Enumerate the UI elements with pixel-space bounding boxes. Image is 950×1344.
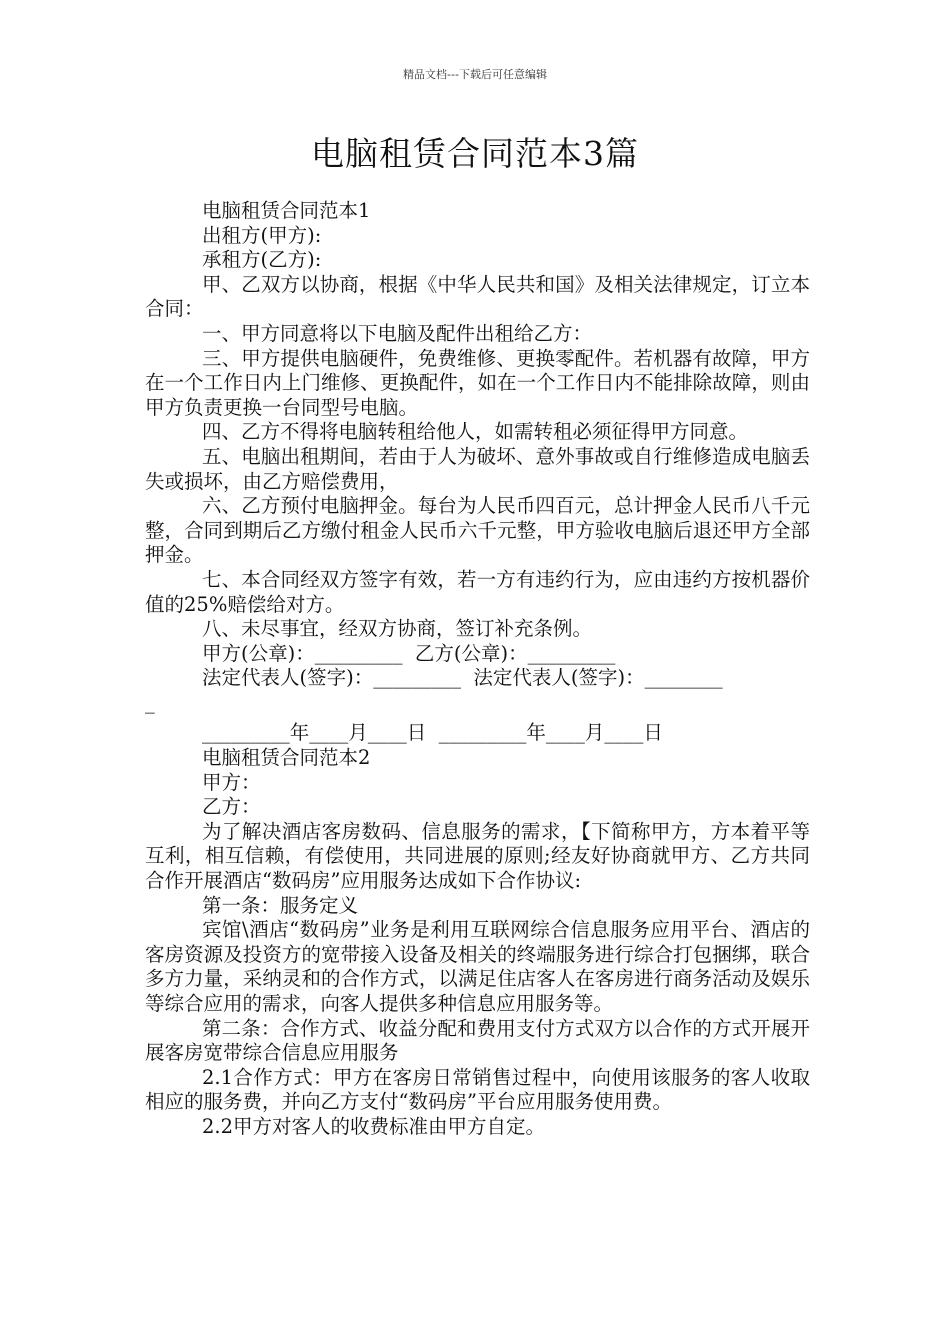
article1-title: 第一条：服务定义: [202, 893, 359, 917]
article1-body: 宾馆\酒店“数码房”业务是利用互联网综合信息服务应用平台、酒店的客房资源及投资方的宽带接入设备及相关的终端服务进行综合打包捆绑，联合多方力量，采纳灵和的合作方式，以满足住店客人在客房进行商务活动及娱乐等综合应用的需求，向客人提供多种信息应用服务等。: [145, 918, 810, 1015]
date-line: _________年____月____日 _________年____月____日: [202, 721, 663, 745]
clause-4: 四、乙方不得将电脑转租给他人，如需转租必须征得甲方同意。: [202, 420, 749, 444]
article2: 第二条：合作方式、收益分配和费用支付方式双方以合作的方式开展开展客房宽带综合信息应用服务: [145, 1016, 810, 1065]
representative-line: 法定代表人(签字)：_________ 法定代表人(签字)：________: [202, 666, 723, 690]
dash-line: _: [145, 690, 155, 714]
clause-5: 五、电脑出租期间，若由于人为破坏、意外事故或自行维修造成电脑丢失或损坏，由乙方赔偿费用，: [145, 444, 810, 493]
clause-7: 七、本合同经双方签字有效，若一方有违约行为，应由违约方按机器价值的25%赔偿给对方。: [145, 567, 810, 616]
clause-3: 三、甲方提供电脑硬件，免费维修、更换零配件。若机器有故障，甲方在一个工作日内上门维修、更换配件，如在一个工作日内不能排除故障，则由甲方负责更换一台同型号电脑。: [145, 346, 810, 419]
section2-title: 电脑租赁合同范本2: [202, 746, 371, 770]
lessee-line: 承租方(乙方):: [202, 248, 322, 272]
page-header: 精品文档---下载后可任意编辑: [403, 68, 547, 81]
contract-intro: 甲、乙双方以协商，根据《中华人民共和国》及相关法律规定，订立本合同：: [145, 272, 810, 321]
article2-2: 2.2甲方对客人的收费标准由甲方自定。: [202, 1114, 546, 1138]
section1-title: 电脑租赁合同范本1: [202, 199, 371, 222]
clause-6: 六、乙方预付电脑押金。每台为人民币四百元，总计押金人民币八千元整，合同到期后乙方缴付租金人民币六千元整，甲方验收电脑后退还甲方全部押金。: [145, 494, 810, 567]
clause-1: 一、甲方同意将以下电脑及配件出租给乙方：: [202, 321, 593, 345]
party-a-line: 甲方：: [202, 770, 261, 794]
seal-line: 甲方(公章)：_________ 乙方(公章)：_________: [202, 641, 616, 665]
section2-intro: 为了解决酒店客房数码、信息服务的需求，【下简称甲方，方本着平等互利，相互信赖，有偿使用，共同进展的原则;经友好协商就甲方、乙方共同合作开展酒店“数码房”应用服务达成如下合作协议:: [145, 819, 810, 893]
clause-8: 八、未尽事宜，经双方协商，签订补充条例。: [202, 617, 593, 641]
lessor-line: 出租方(甲方):: [202, 223, 322, 247]
document-body: [145, 199, 810, 1140]
document-title: 电脑租赁合同范本3篇: [311, 134, 639, 173]
article2-1: 2.1合作方式：甲方在客房日常销售过程中，向使用该服务的客人收取相应的服务费，并向乙方支付“数码房”平台应用服务使用费。: [145, 1065, 810, 1114]
party-b-line: 乙方：: [202, 795, 261, 819]
